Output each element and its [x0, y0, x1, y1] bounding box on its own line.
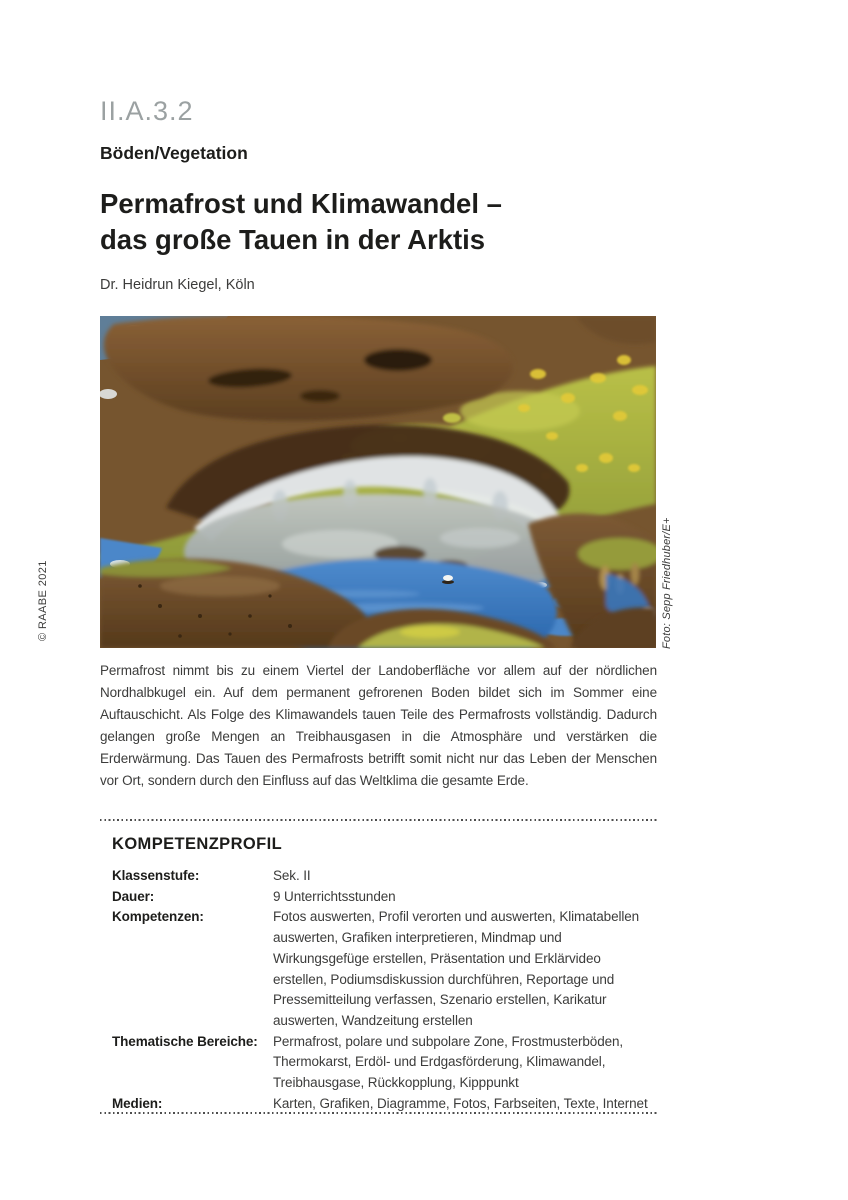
category-label: Böden/Vegetation	[100, 143, 248, 163]
table-row-kompetenzen	[112, 907, 658, 1031]
copyright-sidebar: © RAABE 2021	[37, 560, 49, 641]
page-title-line2: das große Tauen in der Arktis	[100, 223, 486, 255]
row-label: Klassenstufe:	[112, 868, 200, 883]
row-value: 9 Unterrichtsstunden	[273, 888, 396, 904]
competence-profile-heading: KOMPETENZPROFIL	[112, 835, 283, 853]
page-title	[100, 186, 502, 257]
table-row-klassenstufe	[112, 866, 658, 887]
intro-paragraph: Permafrost nimmt bis zu einem Viertel der Landoberfläche vor allem auf der nördlichen Nordhalbkugel ein. Auf dem permanent gefrorenen Boden bildet sich im Sommer eine Auftauschicht. Als Folge des Klimawandels tauen Teile des Permafrosts vollständig. Dadurch gelangen große Mengen an Treibhausgasen in die Atmosphäre und verstärken die Erderwärmung. Das Tauen des Permafrosts betrifft somit nicht nur das Leben der Menschen vor Ort, sondern durch den Einfluss auf das Weltklima die gesamte Erde.	[100, 663, 657, 788]
photo-credit: Foto: Sepp Friedhuber/E+	[661, 517, 673, 649]
section-code: II.A.3.2	[100, 96, 194, 126]
row-label: Kompetenzen:	[112, 909, 204, 925]
row-label: Medien:	[112, 1095, 163, 1111]
dotted-divider-bottom	[100, 1112, 657, 1114]
table-row-thematische-bereiche	[112, 1032, 658, 1094]
competence-profile-table	[112, 866, 658, 1114]
author-line: Dr. Heidrun Kiegel, Köln	[100, 277, 255, 293]
row-value: Fotos auswerten, Profil verorten und auswerten, Klimatabellen auswerten, Grafiken interpretieren, Mindmap und Wirkungsgefüge erstellen, Präsentation und Erklärvideo erstellen, Podiumsdiskussion durchführen, Reportage und Pressemitteilung verfassen, Szenario erstellen, Karikatur auswerten, Wandzeitung erstellen	[273, 909, 640, 1028]
row-label: Dauer:	[112, 888, 155, 904]
dotted-divider-top	[100, 819, 657, 821]
page-title-line1: Permafrost und Klimawandel –	[100, 188, 502, 219]
row-value: Sek. II	[273, 868, 311, 883]
row-value: Karten, Grafiken, Diagramme, Fotos, Farbseiten, Texte, Internet	[273, 1095, 648, 1111]
row-label: Thematische Bereiche:	[112, 1033, 258, 1049]
table-row-dauer	[112, 887, 658, 908]
permafrost-photo-illustration	[100, 316, 656, 648]
permafrost-photo	[100, 316, 656, 648]
row-value: Permafrost, polare und subpolare Zone, Frostmusterböden, Thermokarst, Erdöl- und Erdgasförderung, Klimawandel, Treibhausgase, Rückkopplung, Kipppunkt	[273, 1033, 624, 1091]
